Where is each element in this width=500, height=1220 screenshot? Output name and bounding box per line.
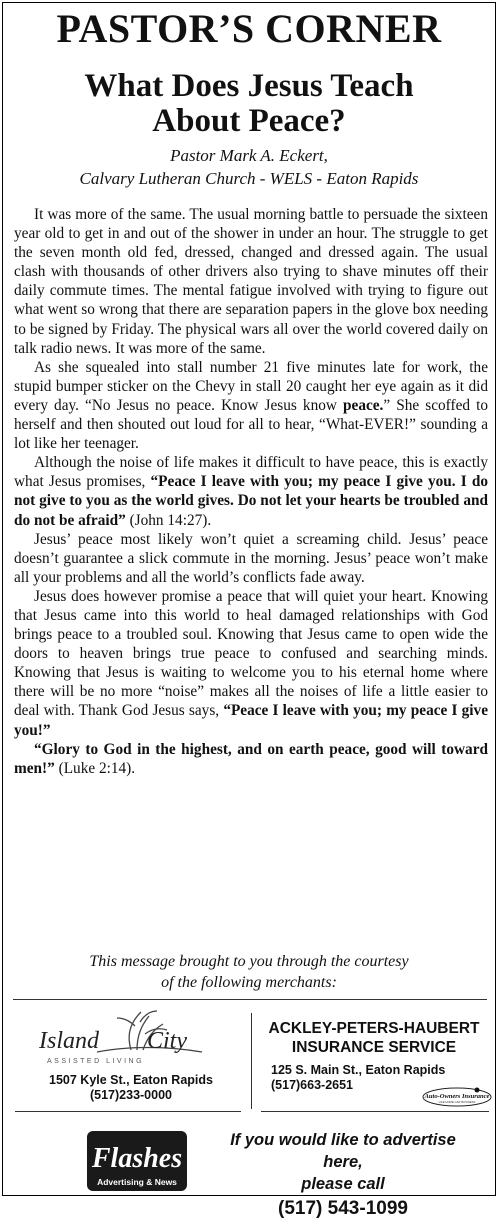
- article-headline: [3, 69, 495, 139]
- island-city-logo: [37, 1006, 217, 1068]
- island-city-phone: (517)233-0000: [89, 1088, 172, 1102]
- island-city-address: 1507 Kyle St., Eaton Rapids: [49, 1073, 213, 1087]
- byline-church: Calvary Lutheran Church - WELS - Eaton Rapids: [79, 169, 419, 188]
- aph-name-line-2: INSURANCE SERVICE: [291, 1039, 457, 1056]
- courtesy-message: [3, 951, 495, 993]
- advertise-here-notice: [213, 1129, 473, 1220]
- sponsor-vertical-divider: [251, 1013, 252, 1109]
- aph-phone: (517)663-2651: [271, 1078, 354, 1092]
- article-paragraph: “Glory to God in the highest, and on earth peace, good will toward men!” (Luke 2:14).: [14, 740, 488, 777]
- sponsor-left-divider: [15, 1111, 241, 1112]
- flashes-logo: [87, 1131, 187, 1191]
- advertise-phone: (517) 543-1099: [278, 1198, 408, 1219]
- flashes-logo-subtext: Advertising & News: [97, 1177, 177, 1187]
- auto-owners-logo: [421, 1086, 493, 1108]
- article-paragraph: Although the noise of life makes it difficult to have peace, this is exactly what Jesus promises, “Peace I leave with you; my peace I give you. I do not give to you as the world gives. Do not let your hearts be troubled and do not be afraid” (John 14:27).: [14, 454, 488, 529]
- auto-owners-emblem-icon: [475, 1088, 480, 1093]
- headline-line-1: What Does Jesus Teach: [84, 68, 414, 104]
- article-paragraph: It was more of the same. The usual morning battle to persuade the sixteen year old to get in and out of the shower in under an hour. The struggle to get the seven month old fed, dressed, changed and dressed again. The usual clash with thousands of other drivers also trying to shave minutes off their daily commute times. The mental fatigue involved with trying to figure out what went so wrong that there are separation papers in the glove box needing to be signed by Friday. The physical wars all over the world covered daily on talk radio news. It was more of the same.: [14, 206, 488, 357]
- courtesy-line-1: This message brought to you through the courtesy: [89, 953, 409, 970]
- article-paragraph: As she squealed into stall number 21 five minutes late for work, the stupid bumper sticker on the Chevy in stall 20 caught her eye again as it did every day. “No Jesus no peace. Know Jesus know peace.” She scoffed to herself and then shouted out loud for all to hear, “What-EVER!” sounding a lot like her teenager.: [14, 358, 488, 453]
- sponsor-top-divider: [13, 999, 487, 1000]
- aph-name-line-1: ACKLEY-PETERS-HAUBERT: [268, 1020, 480, 1037]
- headline-line-2: About Peace?: [152, 103, 346, 139]
- aph-address: 125 S. Main St., Eaton Rapids: [271, 1063, 446, 1077]
- advertise-line-2: please call: [301, 1175, 385, 1193]
- auto-owners-logo-tagline: LIFE HOME CAR BUSINESS: [438, 1100, 476, 1104]
- island-city-logo-word2: City: [147, 1028, 187, 1054]
- aph-insurance-name: [259, 1019, 489, 1057]
- article-paragraph: Jesus’ peace most likely won’t quiet a screaming child. Jesus’ peace doesn’t guarantee a slick commute in the morning. Jesus’ peace won’t make all your problems and all the world’s conflicts fade away.: [14, 530, 488, 586]
- island-city-contact: [21, 1073, 241, 1103]
- masthead-title: PASTOR’S CORNER: [56, 6, 442, 51]
- island-city-logo-word1: Island: [39, 1028, 99, 1054]
- article-paragraph: Jesus does however promise a peace that will quiet your heart. Knowing that Jesus came into this world to heal damaged relationships with God brings peace to a troubled soul. Knowing that Jesus came to open wide the doors to heaven brings true peace to confused and searching minds. Knowing that Jesus is waiting to welcome you to his eternal home where there will be no more “noise” makes all the noises of life a little easier to deal with. Thank God Jesus says, “Peace I leave with you; my peace I give you!”: [14, 587, 488, 739]
- article-body: [14, 205, 488, 778]
- courtesy-line-2: of the following merchants:: [161, 974, 337, 991]
- sponsor-right-divider: [261, 1111, 489, 1112]
- byline-author: Pastor Mark A. Eckert,: [170, 146, 328, 165]
- flashes-logo-text: Flashes: [91, 1143, 183, 1174]
- island-city-logo-tagline: ASSISTED LIVING: [47, 1058, 145, 1065]
- advertise-line-1: If you would like to advertise here,: [230, 1131, 456, 1171]
- auto-owners-logo-text: Auto-Owners Insurance: [424, 1093, 490, 1100]
- byline: [3, 144, 495, 190]
- pastors-corner-page: [2, 2, 496, 1219]
